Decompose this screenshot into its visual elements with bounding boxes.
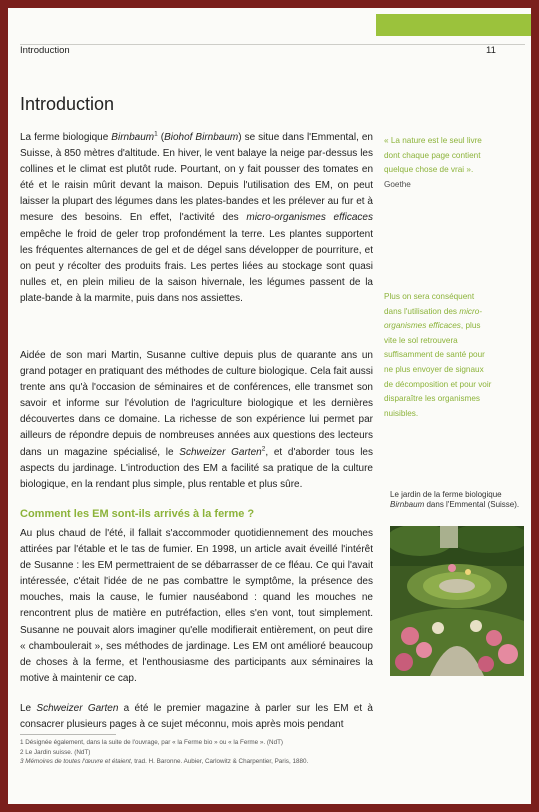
- footnote-3-title: 3 Mémoires de toutes l'œuvre et étaient: [20, 758, 131, 766]
- p2-text-a: Aidée de son mari Martin, Susanne cultive depuis plus de quarante ans un grand potager en pratiquant des méthodes de culture biologique. Cela fait aussi trente ans qu'à l'occasion de séminaires et de conférences, elle transmet son savoir et informe sur l'évolution de l'agriculture biologique et les dernières découvertes dans ce domaine. La richesse de son expérience lui permet par ailleurs de répondre depuis de nombreuses années aux questions des lecteurs dans un magazine spécialisé, le: [20, 350, 373, 458]
- footnote-ref-1: 1: [154, 130, 158, 138]
- p2-text-b: , et d'aborder tous les aspects du jardinage. L'introduction des EM a facilité sa pratique de la culture biologique, en la rendant plus simple, plus rentable et plus sûre.: [20, 446, 373, 490]
- em-term: micro-organismes efficaces: [246, 212, 373, 224]
- intro-paragraph-2: [20, 348, 373, 510]
- farm-name: Birnbaum: [111, 132, 155, 143]
- garden-photo-illustration: [390, 526, 524, 676]
- sidebar-note: [384, 290, 492, 421]
- p1-text-b: ) se situe dans l'Emmental, en Suisse, à 850 mètres d'altitude. En hiver, le vent balaye la neige par-dessus les collines et le climat est plutôt rude. Pourtant, on y fait pousser des tomates en été et le raisin mûrit devant la maison. Depuis l'utilisation des EM, on peut laisser la plupart des légumes dans les plates-bandes et les prélever au fur et à mesure des besoins. En effet, l'activité des: [20, 132, 373, 224]
- garden-photo: [390, 526, 524, 676]
- farm-alt-name: Biohof Birnbaum: [164, 132, 239, 143]
- p1-paren: (: [157, 132, 165, 143]
- section-subheading: Comment les EM sont-ils arrivés à la ferme ?: [20, 508, 255, 520]
- page-title: Introduction: [20, 94, 115, 114]
- header-divider: [20, 44, 525, 45]
- p1-text-a: La ferme biologique: [20, 132, 112, 143]
- book-page: [8, 8, 531, 804]
- footnote-3: [20, 757, 525, 767]
- quote-source: Goethe: [384, 179, 411, 189]
- note-text-a: Plus on sera conséquent dans l'utilisation des: [384, 292, 475, 316]
- caption-text-a: Le jardin de la ferme biologique: [390, 490, 502, 499]
- p3-text: Au plus chaud de l'été, il fallait s'accommoder quotidiennement des mouches attirées par l'étable et le tas de fumier. En 1998, un article avait éveillé l'intérêt de Susanne : les EM permettraient de se débarrasser de ce fléau. Ce qui l'avait intéressée, c'était l'idée de ne pas combattre le symptôme, la présence des mouches, mais la cause, le fumier nauséabond : quand les mouches ne rencontrent plus de matière en putréfaction, elles s'en vont, tout simplement. Susanne ne pouvait alors imaginer qu'elle modifierait entièrement, on peut dire « chamboulerait », ses méthodes de jardinage. Les EM ont amélioré beaucoup de choses à la ferme, et l'enthousiasme des participants aux séminaires la motive à maintenir ce cap.: [20, 528, 373, 684]
- footnote-2: 2 Le Jardin suisse. (NdT): [20, 748, 91, 756]
- caption-farm-name: Birnbaum: [390, 499, 425, 509]
- p1-text-c: empêche le froid de geler trop profondément la terre. Les plantes supportent les fréquentes alternances de gel et de dégel sans développer de pourriture, et on peut y récolter des produits frais. Les pertes liées au stockage sont quasi nulles et, en plein milieu de la saison hivernale, les légumes passent de la plate-bande à la marmite, puis dans nos assiettes.: [20, 228, 373, 304]
- note-em-term: micro-organismes efficaces: [384, 306, 483, 331]
- p4-text-b: a été le premier magazine à parler sur les EM et à consacrer plusieurs pages à ce sujet méconnu, mois après mois pendant: [20, 703, 373, 731]
- running-header: Introduction: [20, 45, 70, 56]
- footnote-divider: [20, 734, 116, 735]
- page-number: 11: [486, 45, 496, 56]
- footnote-1: 1 Désignée également, dans la suite de l'ouvrage, par « la Ferme bio » ou « la Ferme ». (NdT): [20, 739, 284, 746]
- note-text-b: , plus vite le sol retrouvera suffisamment de santé pour ne plus envoyer de signaux de décomposition et pour voir disparaître les organismes nuisibles.: [384, 321, 492, 418]
- footnote-ref-2: 2: [261, 445, 266, 453]
- magazine-name: Schweizer Garten: [179, 446, 262, 458]
- quote-text: « La nature est le seul livre dont chaque page contient quelque chose de vrai ».: [384, 136, 482, 175]
- magazine-name-2: Schweizer Garten: [36, 703, 119, 714]
- photo-caption: [390, 490, 526, 509]
- p4-text-a: Le: [20, 703, 37, 714]
- intro-paragraph-1: [20, 130, 373, 324]
- footnotes: [20, 738, 525, 767]
- caption-text-b: dans l'Emmental (Suisse).: [424, 499, 520, 509]
- section-paragraph-1: [20, 526, 373, 704]
- chapter-color-tab: [376, 14, 531, 36]
- sidebar-quote-goethe: [384, 134, 492, 192]
- footnote-3-rest: , trad. H. Baronne. Aubier, Carlowitz & Charpentier, Paris, 1880.: [130, 758, 309, 766]
